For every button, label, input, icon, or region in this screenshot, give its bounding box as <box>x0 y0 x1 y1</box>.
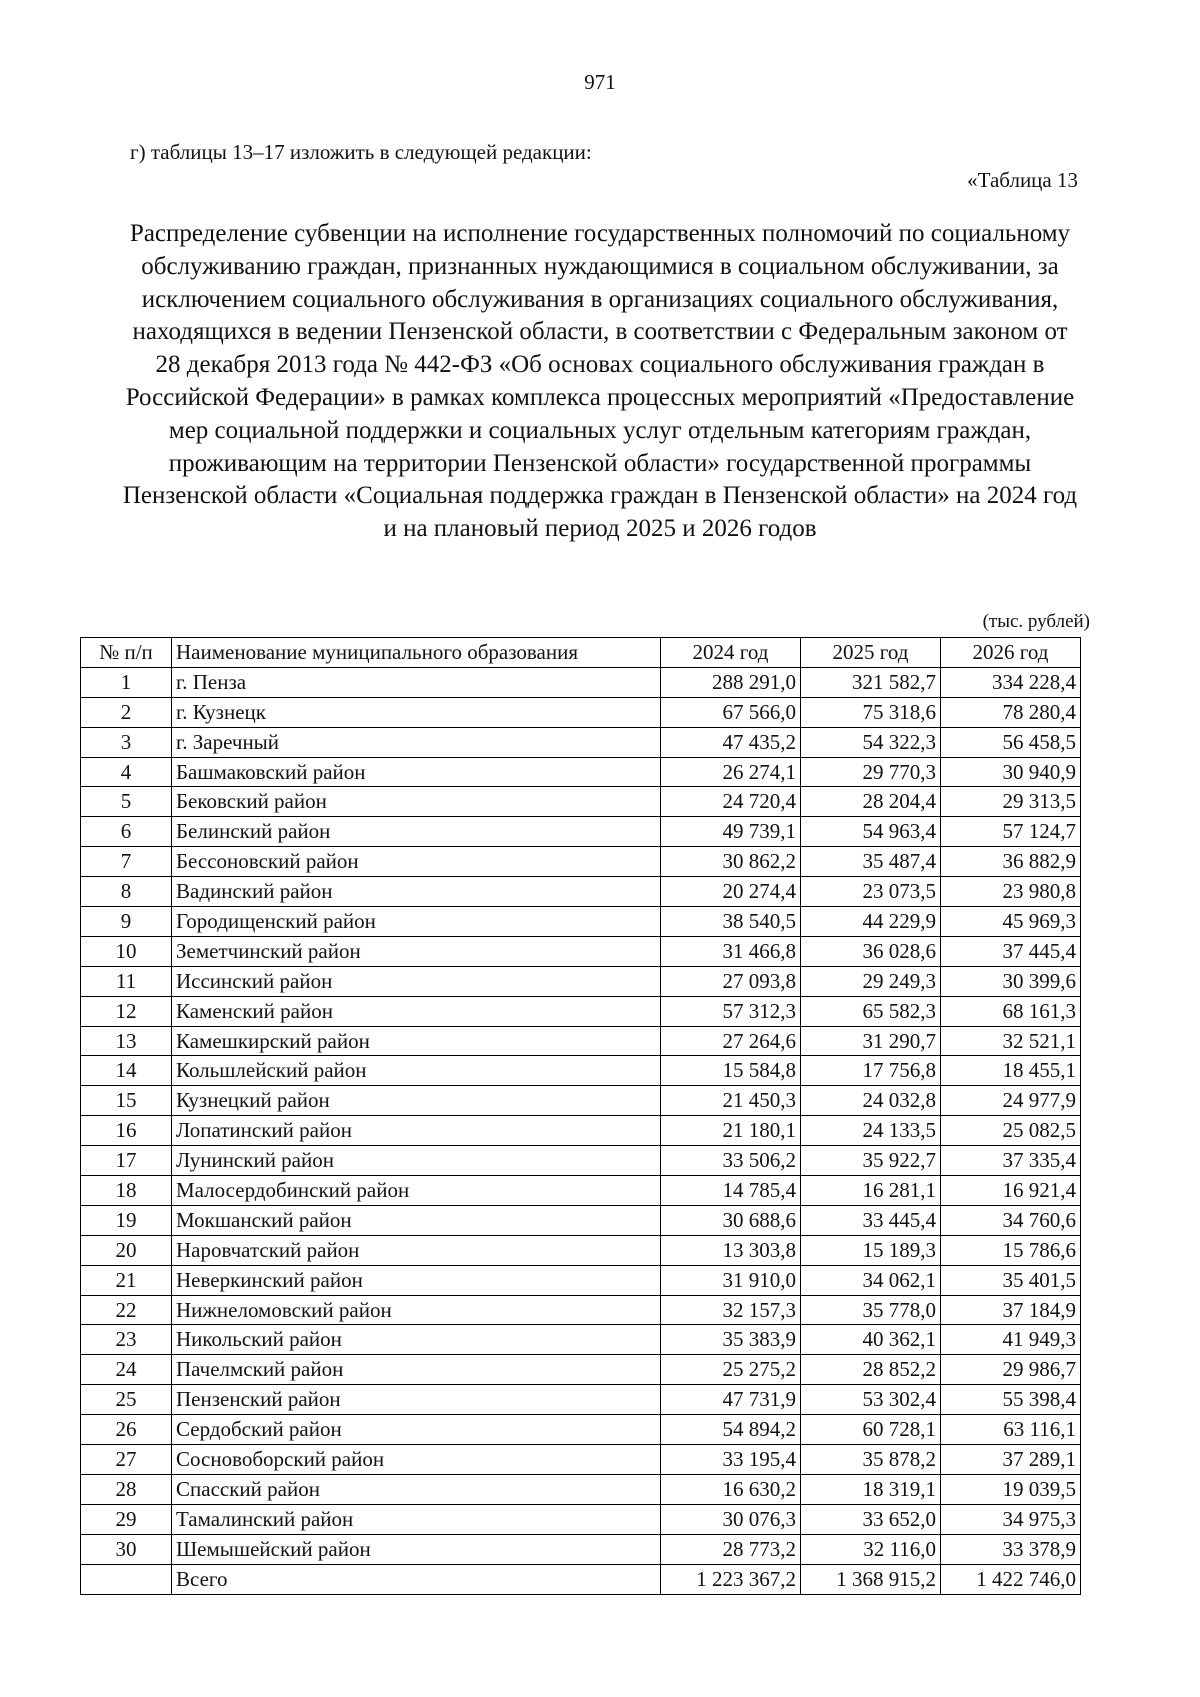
value-2025: 321 582,7 <box>801 667 941 697</box>
table-row <box>81 936 1081 966</box>
table-row <box>81 966 1081 996</box>
table-row <box>81 1474 1081 1504</box>
value-2024: 27 264,6 <box>661 1026 801 1056</box>
value-2024: 49 739,1 <box>661 817 801 847</box>
table-row <box>81 757 1081 787</box>
value-2026: 32 521,1 <box>941 1026 1081 1056</box>
row-number: 21 <box>81 1265 172 1295</box>
value-2025: 29 770,3 <box>801 757 941 787</box>
row-number: 10 <box>81 936 172 966</box>
value-2024: 14 785,4 <box>661 1176 801 1206</box>
value-2024: 288 291,0 <box>661 667 801 697</box>
value-2025: 28 852,2 <box>801 1355 941 1385</box>
row-number: 8 <box>81 877 172 907</box>
row-number: 27 <box>81 1445 172 1475</box>
value-2025: 60 728,1 <box>801 1415 941 1445</box>
value-2024: 30 688,6 <box>661 1205 801 1235</box>
table-header-row <box>81 638 1081 668</box>
value-2026: 16 921,4 <box>941 1176 1081 1206</box>
value-2024: 21 450,3 <box>661 1086 801 1116</box>
value-2025: 23 073,5 <box>801 877 941 907</box>
value-2026: 29 986,7 <box>941 1355 1081 1385</box>
value-2026: 55 398,4 <box>941 1385 1081 1415</box>
unit-note: (тыс. рублей) <box>982 611 1090 632</box>
value-2026: 34 975,3 <box>941 1504 1081 1534</box>
value-2025: 53 302,4 <box>801 1385 941 1415</box>
municipality-name: Белинский район <box>172 817 661 847</box>
value-2026: 56 458,5 <box>941 727 1081 757</box>
municipality-name: г. Пенза <box>172 667 661 697</box>
value-2025: 65 582,3 <box>801 996 941 1026</box>
municipality-name: Малосердобинский район <box>172 1176 661 1206</box>
value-2024: 25 275,2 <box>661 1355 801 1385</box>
row-number: 18 <box>81 1176 172 1206</box>
municipality-name: Пензенский район <box>172 1385 661 1415</box>
value-2025: 35 922,7 <box>801 1146 941 1176</box>
table-row <box>81 1086 1081 1116</box>
municipality-name: Шемышейский район <box>172 1534 661 1564</box>
value-2025: 35 778,0 <box>801 1295 941 1325</box>
municipality-name: Бековский район <box>172 787 661 817</box>
value-2026: 334 228,4 <box>941 667 1081 697</box>
table-row <box>81 1026 1081 1056</box>
header-number: № п/п <box>81 638 172 668</box>
value-2024: 13 303,8 <box>661 1235 801 1265</box>
row-number: 9 <box>81 907 172 937</box>
row-number: 30 <box>81 1534 172 1564</box>
row-number: 1 <box>81 667 172 697</box>
municipality-name: Лунинский район <box>172 1146 661 1176</box>
row-number: 4 <box>81 757 172 787</box>
row-number: 7 <box>81 847 172 877</box>
value-2025: 29 249,3 <box>801 966 941 996</box>
value-2026: 78 280,4 <box>941 697 1081 727</box>
municipality-name: Сердобский район <box>172 1415 661 1445</box>
value-2024: 20 274,4 <box>661 877 801 907</box>
value-2026: 30 399,6 <box>941 966 1081 996</box>
value-2026: 37 184,9 <box>941 1295 1081 1325</box>
value-2024: 30 076,3 <box>661 1504 801 1534</box>
municipality-name: Неверкинский район <box>172 1265 661 1295</box>
header-municipality: Наименование муниципального образования <box>172 638 661 668</box>
table-row <box>81 1385 1081 1415</box>
total-2026: 1 422 746,0 <box>941 1564 1081 1594</box>
value-2024: 35 383,9 <box>661 1325 801 1355</box>
value-2024: 15 584,8 <box>661 1056 801 1086</box>
value-2026: 68 161,3 <box>941 996 1081 1026</box>
value-2025: 24 032,8 <box>801 1086 941 1116</box>
header-year-2026: 2026 год <box>941 638 1081 668</box>
table-row <box>81 1116 1081 1146</box>
municipality-name: Городищенский район <box>172 907 661 937</box>
value-2024: 32 157,3 <box>661 1295 801 1325</box>
value-2026: 45 969,3 <box>941 907 1081 937</box>
municipality-name: Земетчинский район <box>172 936 661 966</box>
table-row <box>81 1205 1081 1235</box>
value-2024: 33 506,2 <box>661 1146 801 1176</box>
municipality-name: Сосновоборский район <box>172 1445 661 1475</box>
row-number: 16 <box>81 1116 172 1146</box>
value-2024: 67 566,0 <box>661 697 801 727</box>
value-2025: 44 229,9 <box>801 907 941 937</box>
value-2025: 28 204,4 <box>801 787 941 817</box>
municipality-name: Лопатинский район <box>172 1116 661 1146</box>
value-2024: 28 773,2 <box>661 1534 801 1564</box>
value-2026: 25 082,5 <box>941 1116 1081 1146</box>
row-number: 13 <box>81 1026 172 1056</box>
value-2025: 34 062,1 <box>801 1265 941 1295</box>
document-title: Распределение субвенции на исполнение государственных полномочий по социальному обслуживанию граждан, признанных нуждающимися в социальном обслуживании, за исключением социального обслуживания в организациях социального обслуживания, находящихся в ведении Пензенской области, в соответствии с Федеральным законом от 28 декабря 2013 года № 442-ФЗ «Об основах социального обслуживания граждан в Российской Федерации» в рамках комплекса процессных мероприятий «Предоставление мер социальной поддержки и социальных услуг отдельным категориям граждан, проживающим на территории Пензенской области» государственной программы Пензенской области «Социальная поддержка граждан в Пензенской области» на 2024 год и на плановый период 2025 и 2026 годов <box>122 220 1078 543</box>
municipality-name: Нижнеломовский район <box>172 1295 661 1325</box>
value-2026: 37 289,1 <box>941 1445 1081 1475</box>
table-row <box>81 1504 1081 1534</box>
row-number: 23 <box>81 1325 172 1355</box>
value-2026: 18 455,1 <box>941 1056 1081 1086</box>
municipality-name: Спасский район <box>172 1474 661 1504</box>
table-row <box>81 1176 1081 1206</box>
value-2025: 40 362,1 <box>801 1325 941 1355</box>
value-2026: 30 940,9 <box>941 757 1081 787</box>
value-2025: 35 487,4 <box>801 847 941 877</box>
table-row <box>81 1325 1081 1355</box>
row-number: 20 <box>81 1235 172 1265</box>
value-2025: 31 290,7 <box>801 1026 941 1056</box>
value-2025: 54 322,3 <box>801 727 941 757</box>
row-number: 11 <box>81 966 172 996</box>
value-2024: 21 180,1 <box>661 1116 801 1146</box>
table-row <box>81 1056 1081 1086</box>
row-number: 29 <box>81 1504 172 1534</box>
value-2025: 33 445,4 <box>801 1205 941 1235</box>
municipality-name: Вадинский район <box>172 877 661 907</box>
value-2026: 37 335,4 <box>941 1146 1081 1176</box>
value-2026: 34 760,6 <box>941 1205 1081 1235</box>
table-row <box>81 727 1081 757</box>
value-2026: 41 949,3 <box>941 1325 1081 1355</box>
municipality-name: Кольшлейский район <box>172 1056 661 1086</box>
value-2024: 54 894,2 <box>661 1415 801 1445</box>
table-row <box>81 1265 1081 1295</box>
page-number: 971 <box>584 70 616 94</box>
value-2025: 17 756,8 <box>801 1056 941 1086</box>
row-number: 24 <box>81 1355 172 1385</box>
municipality-name: Никольский район <box>172 1325 661 1355</box>
table-row <box>81 697 1081 727</box>
value-2025: 15 189,3 <box>801 1235 941 1265</box>
table-row <box>81 787 1081 817</box>
row-number: 14 <box>81 1056 172 1086</box>
value-2025: 33 652,0 <box>801 1504 941 1534</box>
row-number: 12 <box>81 996 172 1026</box>
value-2024: 57 312,3 <box>661 996 801 1026</box>
value-2024: 31 466,8 <box>661 936 801 966</box>
value-2026: 24 977,9 <box>941 1086 1081 1116</box>
table-label: «Таблица 13 <box>967 168 1078 192</box>
value-2025: 32 116,0 <box>801 1534 941 1564</box>
row-number: 26 <box>81 1415 172 1445</box>
value-2025: 24 133,5 <box>801 1116 941 1146</box>
table-row <box>81 996 1081 1026</box>
row-number: 28 <box>81 1474 172 1504</box>
table-row <box>81 847 1081 877</box>
table-row <box>81 667 1081 697</box>
table-total-row <box>81 1564 1081 1594</box>
table-row <box>81 1534 1081 1564</box>
row-number: 22 <box>81 1295 172 1325</box>
value-2026: 36 882,9 <box>941 847 1081 877</box>
value-2024: 47 731,9 <box>661 1385 801 1415</box>
municipality-name: Мокшанский район <box>172 1205 661 1235</box>
municipality-name: Бессоновский район <box>172 847 661 877</box>
intro-line: г) таблицы 13–17 изложить в следующей редакции: <box>130 140 592 164</box>
header-year-2025: 2025 год <box>801 638 941 668</box>
value-2025: 18 319,1 <box>801 1474 941 1504</box>
value-2025: 75 318,6 <box>801 697 941 727</box>
total-number <box>81 1564 172 1594</box>
value-2024: 33 195,4 <box>661 1445 801 1475</box>
row-number: 19 <box>81 1205 172 1235</box>
value-2026: 19 039,5 <box>941 1474 1081 1504</box>
municipality-name: Камешкирский район <box>172 1026 661 1056</box>
total-2024: 1 223 367,2 <box>661 1564 801 1594</box>
header-year-2024: 2024 год <box>661 638 801 668</box>
value-2025: 16 281,1 <box>801 1176 941 1206</box>
table-row <box>81 1415 1081 1445</box>
table-row <box>81 1295 1081 1325</box>
table-row <box>81 907 1081 937</box>
table-row <box>81 1146 1081 1176</box>
municipality-name: г. Заречный <box>172 727 661 757</box>
table-row <box>81 1235 1081 1265</box>
value-2024: 47 435,2 <box>661 727 801 757</box>
table-row <box>81 1355 1081 1385</box>
row-number: 15 <box>81 1086 172 1116</box>
value-2026: 33 378,9 <box>941 1534 1081 1564</box>
municipality-name: г. Кузнецк <box>172 697 661 727</box>
row-number: 2 <box>81 697 172 727</box>
value-2026: 35 401,5 <box>941 1265 1081 1295</box>
value-2025: 36 028,6 <box>801 936 941 966</box>
value-2024: 26 274,1 <box>661 757 801 787</box>
value-2026: 57 124,7 <box>941 817 1081 847</box>
value-2024: 24 720,4 <box>661 787 801 817</box>
row-number: 3 <box>81 727 172 757</box>
table-row <box>81 817 1081 847</box>
value-2026: 15 786,6 <box>941 1235 1081 1265</box>
value-2024: 30 862,2 <box>661 847 801 877</box>
total-label: Всего <box>172 1564 661 1594</box>
value-2024: 27 093,8 <box>661 966 801 996</box>
row-number: 6 <box>81 817 172 847</box>
table-row <box>81 1445 1081 1475</box>
row-number: 25 <box>81 1385 172 1415</box>
value-2024: 31 910,0 <box>661 1265 801 1295</box>
allocation-table <box>80 637 1081 1595</box>
municipality-name: Пачелмский район <box>172 1355 661 1385</box>
row-number: 17 <box>81 1146 172 1176</box>
value-2026: 29 313,5 <box>941 787 1081 817</box>
municipality-name: Кузнецкий район <box>172 1086 661 1116</box>
value-2024: 16 630,2 <box>661 1474 801 1504</box>
municipality-name: Каменский район <box>172 996 661 1026</box>
value-2024: 38 540,5 <box>661 907 801 937</box>
municipality-name: Наровчатский район <box>172 1235 661 1265</box>
value-2025: 35 878,2 <box>801 1445 941 1475</box>
municipality-name: Башмаковский район <box>172 757 661 787</box>
municipality-name: Иссинский район <box>172 966 661 996</box>
municipality-name: Тамалинский район <box>172 1504 661 1534</box>
value-2026: 37 445,4 <box>941 936 1081 966</box>
table-row <box>81 877 1081 907</box>
value-2026: 63 116,1 <box>941 1415 1081 1445</box>
row-number: 5 <box>81 787 172 817</box>
value-2026: 23 980,8 <box>941 877 1081 907</box>
value-2025: 54 963,4 <box>801 817 941 847</box>
total-2025: 1 368 915,2 <box>801 1564 941 1594</box>
table-body <box>81 667 1081 1564</box>
